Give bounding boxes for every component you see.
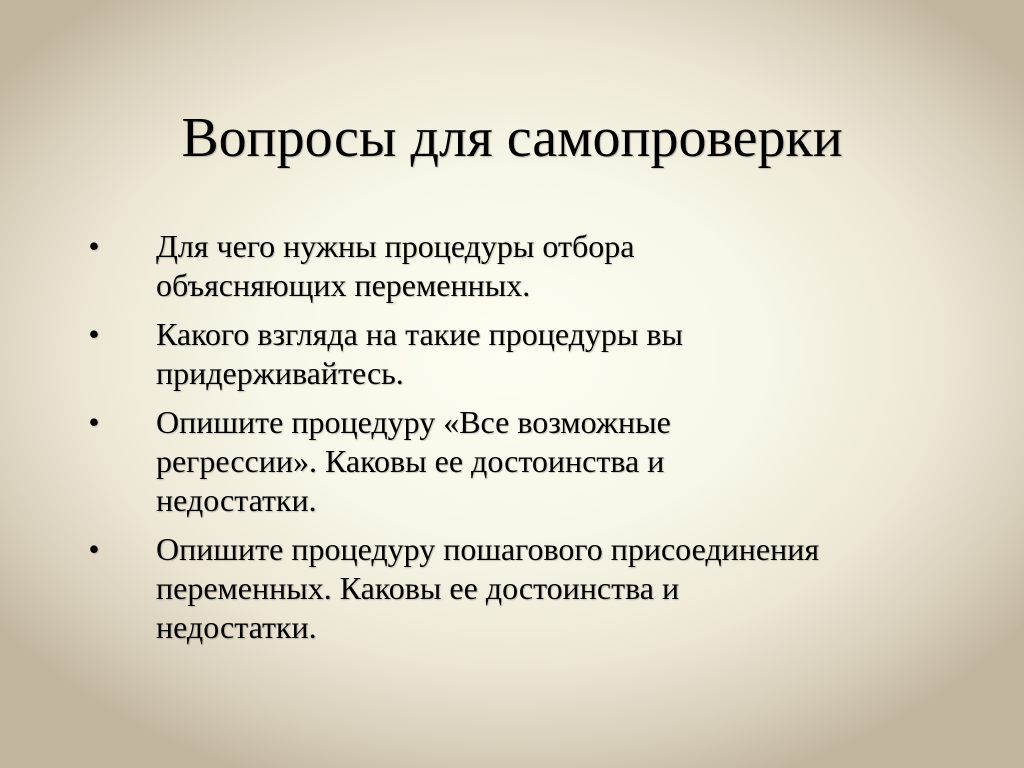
bullet-icon: • [88,531,100,567]
bullet-item [84,530,824,647]
bullet-icon: • [88,404,100,440]
bullet-icon: • [88,228,100,264]
slide-title: Вопросы для самопроверки [181,107,843,169]
bullet-item [84,403,824,520]
bullet-text: Для чего нужны процедуры отбора объясняющих переменных. [156,228,635,303]
bullet-item [84,315,824,393]
bullet-text: Опишите процедуру пошагового присоединения переменных. Каковы ее достоинства и недостатки. [156,531,820,645]
bullet-icon: • [88,316,100,352]
bullet-text: Какого взгляда на такие процедуры вы придерживайтесь. [156,316,683,391]
bullet-text: Опишите процедуру «Все возможные регрессии». Каковы ее достоинства и недостатки. [156,404,671,518]
bullet-list [84,227,824,657]
bullet-item [84,227,824,305]
